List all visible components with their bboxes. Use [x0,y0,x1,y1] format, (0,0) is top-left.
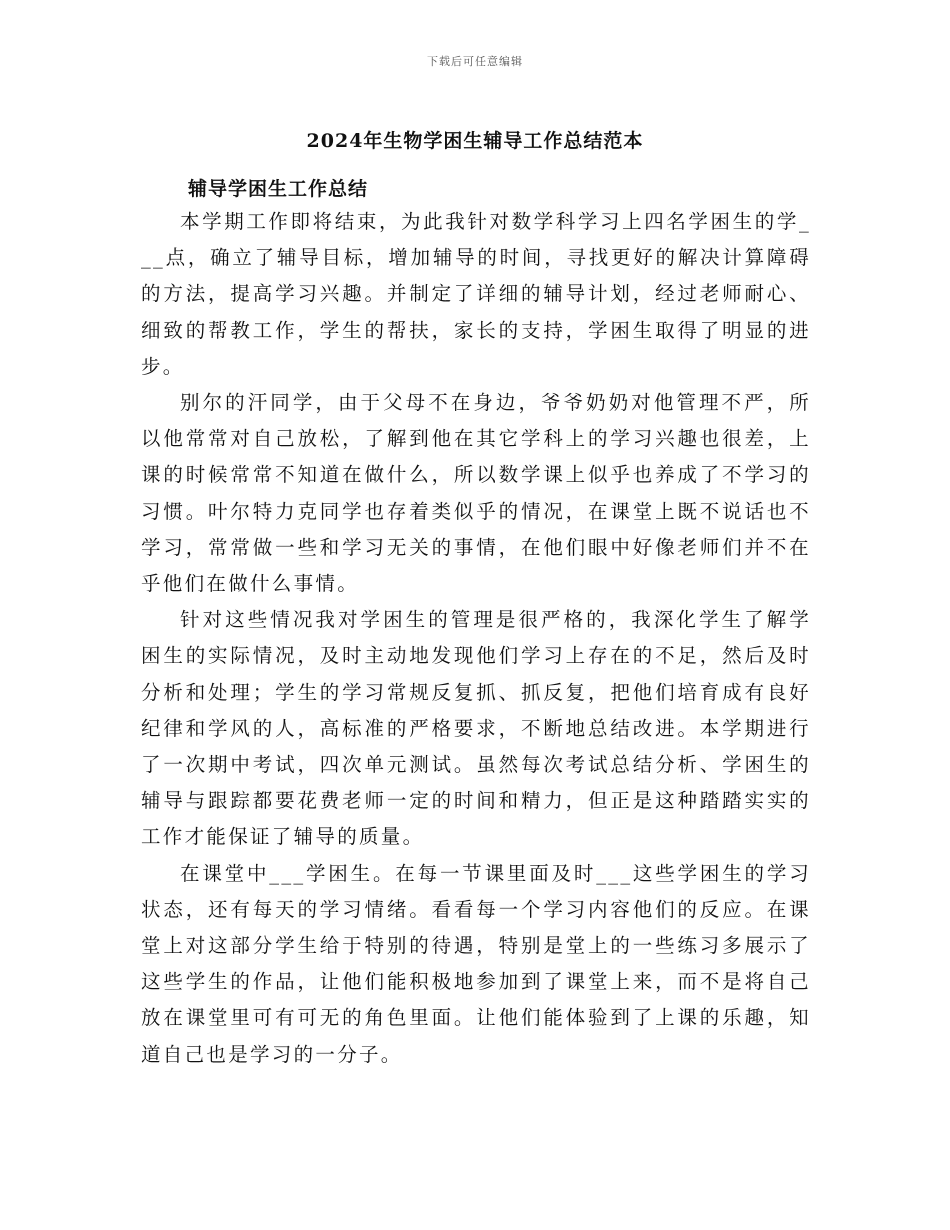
paragraph: 针对这些情况我对学困生的管理是很严格的，我深化学生了解学困生的实际情况，及时主动地发现他们学习上存在的不足，然后及时分析和处理；学生的学习常规反复抓、抓反复，把他们培育成有良好纪律和学风的人，高标准的严格要求，不断地总结改进。本学期进行了一次期中考试，四次单元测试。虽然每次考试总结分析、学困生的辅导与跟踪都要花费老师一定的时间和精力，但正是这种踏踏实实的工作才能保证了辅导的质量。 [141,608,811,849]
header-note: 下载后可任意编辑 [427,55,523,68]
paragraph: 本学期工作即将结束，为此我针对数学科学习上四名学困生的学___点，确立了辅导目标，增加辅导的时间，寻找更好的解决计算障碍的方法，提高学习兴趣。并制定了详细的辅导计划，经过老师耐心、细致的帮教工作，学生的帮扶，家长的支持，学困生取得了明显的进步。 [141,210,811,378]
paragraph: 别尔的汗同学，由于父母不在身边，爷爷奶奶对他管理不严，所以他常常对自己放松，了解到他在其它学科上的学习兴趣也很差，上课的时候常常不知道在做什么，所以数学课上似乎也养成了不学习的习惯。叶尔特力克同学也存着类似乎的情况，在课堂上既不说话也不学习，常常做一些和学习无关的事情，在他们眼中好像老师们并不在乎他们在做什么事情。 [141,391,811,596]
paragraph: 在课堂中___学困生。在每一节课里面及时___这些学困生的学习状态，还有每天的学习情绪。看看每一个学习内容他们的反应。在课堂上对这部分学生给于特别的待遇，特别是堂上的一些练习多展示了这些学生的作品，让他们能积极地参加到了课堂上来，而不是将自己放在课堂里可有可无的角色里面。让他们能体验到了上课的乐趣，知道自己也是学习的一分子。 [141,861,811,1066]
section-heading: 辅导学困生工作总结 [188,178,369,200]
document-body [141,204,811,1073]
document-title: 2024年生物学困生辅导工作总结范本 [306,130,644,152]
